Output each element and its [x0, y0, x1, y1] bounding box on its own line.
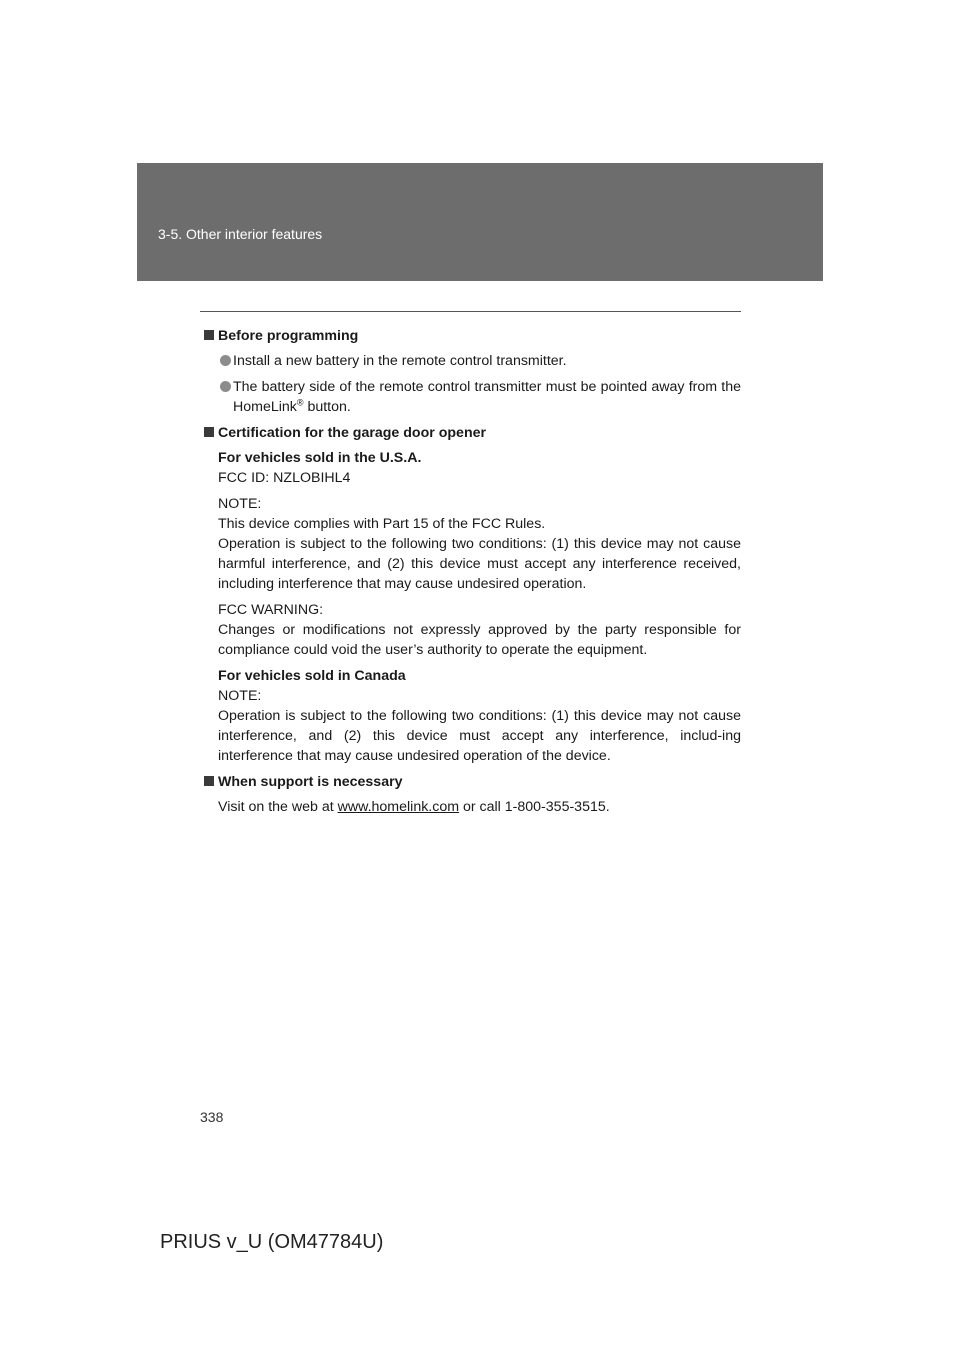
note-line: This device complies with Part 15 of the FCC Rules.	[218, 516, 546, 532]
heading-support: When support is necessary	[200, 772, 741, 792]
note-label: NOTE:	[218, 496, 262, 512]
square-bullet-icon	[204, 330, 214, 340]
support-text: Visit on the web at www.homelink.com or call 1-800-355-3515.	[218, 799, 610, 815]
square-bullet-icon	[204, 427, 214, 437]
note-line: Operation is subject to the following two conditions: (1) this device may not cause harmful interference, and (2) this device must accept any interference received, including interference that may cause undesired operation.	[218, 536, 741, 592]
canada-block	[200, 666, 741, 766]
circle-bullet-icon	[220, 355, 231, 366]
heading-before-programming: Before programming	[200, 326, 741, 346]
canada-text: Operation is subject to the following two conditions: (1) this device may not cause interference, and (2) this device must accept any interference, includ-ing interference that may cause undesired operation of the device.	[218, 708, 741, 764]
divider	[200, 311, 741, 312]
homelink-link[interactable]: www.homelink.com	[337, 799, 460, 815]
circle-bullet-icon	[220, 381, 231, 392]
bullet-text: The battery side of the remote control transmitter must be pointed away from the HomeLink	[233, 379, 741, 415]
usa-block	[200, 448, 741, 488]
warning-label: FCC WARNING:	[218, 602, 324, 618]
page-content	[200, 326, 741, 823]
bullet-item	[200, 351, 741, 371]
usa-title: For vehicles sold in the U.S.A.	[218, 450, 422, 466]
fcc-id: FCC ID: NZLOBIHL4	[218, 470, 351, 486]
section-title: 3-5. Other interior features	[158, 226, 323, 242]
heading-certification: Certification for the garage door opener	[200, 423, 741, 443]
note-block	[200, 494, 741, 594]
warning-text: Changes or modifications not expressly approved by the party responsible for compliance could void the user’s authority to operate the equipment.	[218, 622, 741, 658]
bullet-item: The battery side of the remote control transmitter must be pointed away from the HomeLink® button.	[200, 377, 741, 417]
canada-note-label: NOTE:	[218, 688, 262, 704]
canada-title: For vehicles sold in Canada	[218, 668, 406, 684]
bullet-text: Install a new battery in the remote control transmitter.	[233, 353, 567, 369]
registered-mark: ®	[296, 397, 304, 408]
warning-block	[200, 600, 741, 660]
footer-model: PRIUS v_U (OM47784U)	[160, 1231, 384, 1253]
square-bullet-icon	[204, 776, 214, 786]
page-number: 338	[200, 1109, 224, 1125]
section-header-band	[137, 163, 823, 281]
